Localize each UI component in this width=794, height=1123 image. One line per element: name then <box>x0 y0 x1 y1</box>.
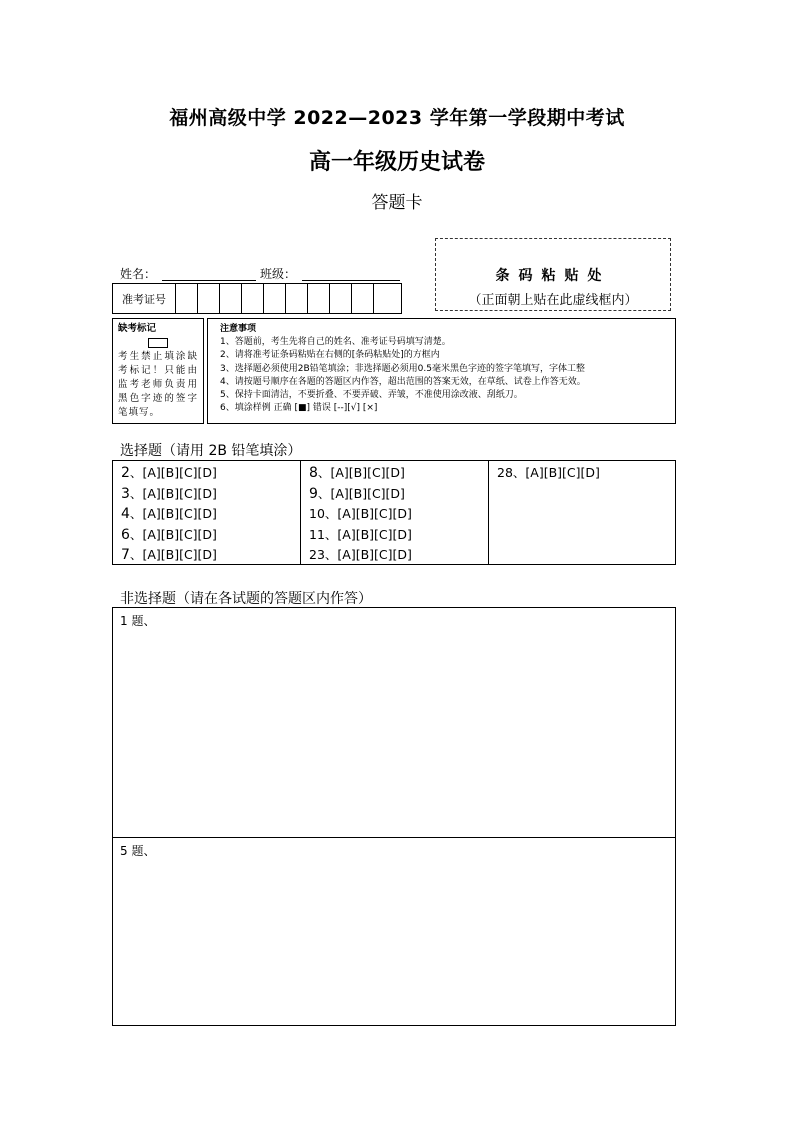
mc-options[interactable]: [A][B][C][D] <box>525 465 600 480</box>
mc-options[interactable]: [A][B][C][D] <box>142 485 217 501</box>
exam-number-cell[interactable] <box>352 284 374 313</box>
mc-question-number: 4 <box>121 506 130 523</box>
absent-mark-text: 考生禁止填涂缺考标记！只能由监考老师负责用黑色字迹的签字笔填写。 <box>118 351 198 418</box>
mc-question[interactable]: 3、[A][B][C][D] <box>121 485 217 502</box>
barcode-hint: （正面朝上贴在此虚线框内） <box>468 293 638 308</box>
class-label: 班级： <box>260 267 297 281</box>
answer-card-title: 答题卡 <box>371 193 423 213</box>
paper-title: 高一年级历史试卷 <box>308 150 485 175</box>
exam-number-cell[interactable] <box>176 284 198 313</box>
mc-question-number: 28 <box>497 465 513 480</box>
mc-question[interactable]: 8、[A][B][C][D] <box>309 465 405 481</box>
mc-question-number: 3 <box>121 485 130 502</box>
exam-number-cell[interactable] <box>286 284 308 313</box>
question-1-label: 1 题、 <box>120 614 156 628</box>
note-item: 4、请按题号顺序在各题的答题区内作答，超出范围的答案无效，在草纸、试卷上作答无效。 <box>220 376 586 387</box>
mc-options[interactable]: [A][B][C][D] <box>142 465 217 480</box>
barcode-label: 条码粘贴处 <box>495 268 611 284</box>
mc-question[interactable]: 11、[A][B][C][D] <box>309 526 412 542</box>
exam-number-cell[interactable] <box>198 284 220 313</box>
exam-number-cell[interactable] <box>374 284 401 313</box>
mc-section-title: 选择题（请用 2B 铅笔填涂） <box>120 443 302 459</box>
mc-options[interactable]: [A][B][C][D] <box>330 465 405 480</box>
mc-question[interactable]: 9、[A][B][C][D] <box>309 485 405 502</box>
mc-question-number: 2 <box>121 465 130 481</box>
mc-options[interactable]: [A][B][C][D] <box>330 485 405 501</box>
absent-mark-checkbox[interactable] <box>148 338 168 348</box>
mc-question-number: 23 <box>309 547 325 563</box>
notes-box <box>207 318 676 424</box>
class-field[interactable] <box>302 280 400 281</box>
mc-options[interactable]: [A][B][C][D] <box>142 506 217 522</box>
mc-question-number: 6 <box>121 526 130 543</box>
exam-number-cell[interactable] <box>264 284 286 313</box>
note-item: 5、保持卡面清洁，不要折叠、不要弄破、弄皱，不准使用涂改液、刮纸刀。 <box>220 390 523 401</box>
mc-question[interactable]: 2、[A][B][C][D] <box>121 465 217 481</box>
exam-number-label: 准考证号 <box>113 284 176 313</box>
question-5-label: 5 题、 <box>120 844 156 858</box>
mc-question-number: 11 <box>309 526 325 542</box>
exam-title: 福州高级中学 2022—2023 学年第一学段期中考试 <box>169 107 625 129</box>
answer-area-q1[interactable] <box>112 607 676 838</box>
mc-options[interactable]: [A][B][C][D] <box>337 547 412 563</box>
note-item: 2、请将准考证条码粘贴在右侧的[条码粘贴处]的方框内 <box>220 350 440 361</box>
exam-number-cell[interactable] <box>308 284 330 313</box>
mc-options[interactable]: [A][B][C][D] <box>337 506 412 522</box>
absent-mark-box <box>112 318 204 424</box>
mc-question[interactable]: 4、[A][B][C][D] <box>121 506 217 523</box>
exam-number-cell[interactable] <box>220 284 242 313</box>
exam-number-grid <box>112 283 402 314</box>
mc-question-number: 10 <box>309 506 325 522</box>
mc-question-number: 7 <box>121 547 130 564</box>
mc-question[interactable]: 10、[A][B][C][D] <box>309 506 412 522</box>
answer-area-q5[interactable] <box>112 837 676 1026</box>
mc-question[interactable]: 6、[A][B][C][D] <box>121 526 217 543</box>
note-item: 1、答题前，考生先将自己的姓名、准考证号码填写清楚。 <box>220 337 451 348</box>
name-label: 姓名： <box>120 267 157 281</box>
mc-options[interactable]: [A][B][C][D] <box>337 526 412 542</box>
exam-number-cell[interactable] <box>330 284 352 313</box>
mc-question[interactable]: 23、[A][B][C][D] <box>309 547 412 563</box>
note-item: 6、填涂样例 正确 [■] 错误 [--][√] [×] <box>220 403 378 414</box>
mc-options[interactable]: [A][B][C][D] <box>142 547 217 563</box>
mc-question[interactable]: 28、[A][B][C][D] <box>497 465 600 480</box>
notes-title: 注意事项 <box>220 324 257 334</box>
note-item: 3、选择题必须使用2B铅笔填涂；非选择题必须用0.5毫米黑色字迹的签字笔填写，字体工整 <box>220 363 585 374</box>
mc-question-number: 9 <box>309 485 318 502</box>
non-mc-section-title: 非选择题（请在各试题的答题区内作答） <box>120 591 372 607</box>
name-field[interactable] <box>162 280 256 281</box>
barcode-area <box>435 238 671 311</box>
mc-question[interactable]: 7、[A][B][C][D] <box>121 547 217 564</box>
mc-question-number: 8 <box>309 465 318 481</box>
mc-grid <box>112 460 676 565</box>
absent-mark-title: 缺考标记 <box>118 323 157 334</box>
mc-options[interactable]: [A][B][C][D] <box>142 526 217 542</box>
exam-number-cell[interactable] <box>242 284 264 313</box>
